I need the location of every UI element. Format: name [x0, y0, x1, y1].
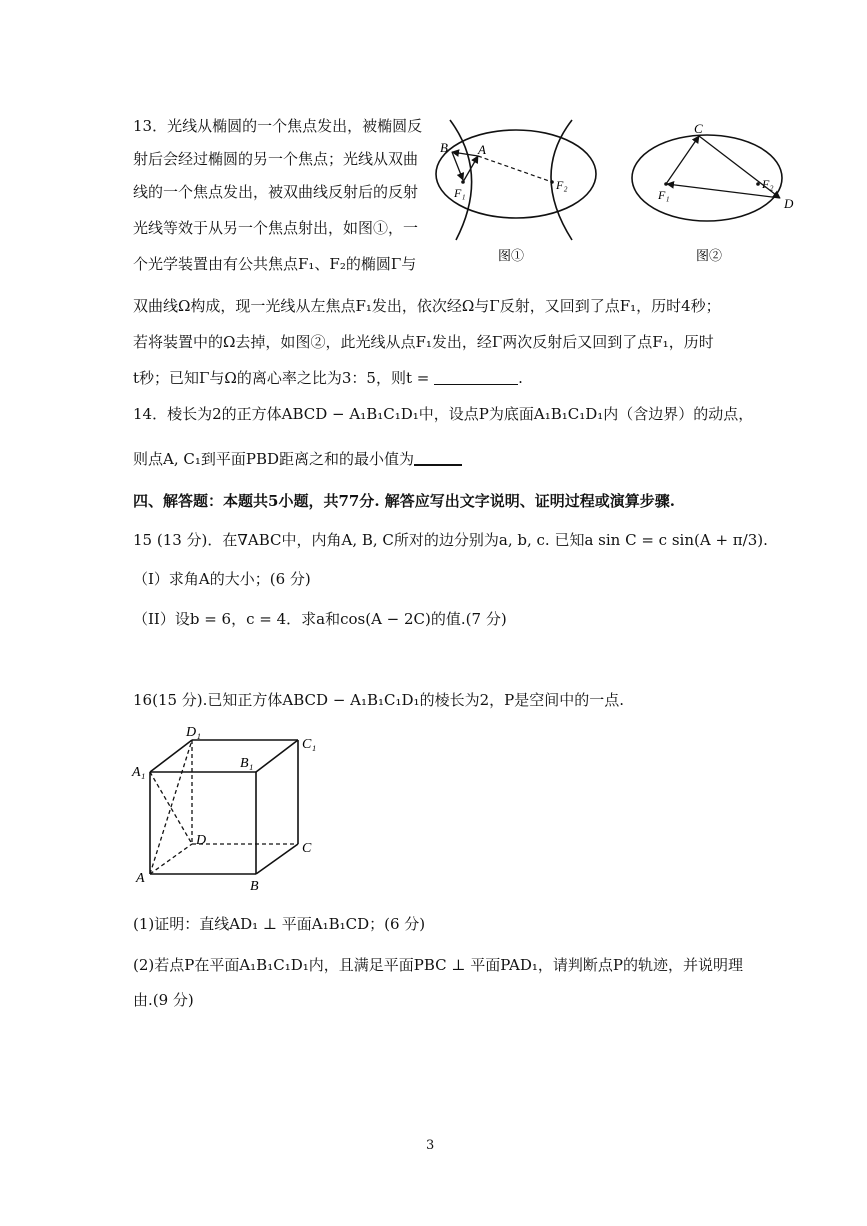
cube-figure — [130, 722, 330, 892]
answer-blank-14[interactable] — [414, 450, 462, 466]
focus-f2 — [550, 180, 554, 184]
fig1-caption: 图① — [498, 248, 525, 263]
cube-label-b1: B₁ — [240, 756, 254, 771]
page-number: 3 — [426, 1138, 435, 1153]
cube-label-d1: D₁ — [186, 725, 201, 740]
edge-b1-c1 — [256, 740, 298, 772]
fig2-label-f1: F₁ — [658, 188, 670, 202]
q14-line-2-text: 则点A, C₁到平面PBD距离之和的最小值为 — [133, 450, 415, 468]
q13-line-1: 13．光线从椭圆的一个焦点发出，被椭圆反 — [133, 117, 423, 135]
ellipse-gamma-2 — [632, 135, 782, 221]
fig2-label-c: C — [694, 121, 703, 136]
q16-part-2-line-2: 由.(9 分) — [133, 991, 194, 1009]
edge-b-c — [256, 844, 298, 874]
cube-label-a: A — [136, 871, 145, 886]
fig2-label-d: D — [784, 196, 794, 211]
focus-f1 — [461, 180, 465, 184]
q15-part-2: （II）设b = 6，c = 4．求a和cos(A − 2C)的值.(7 分) — [133, 610, 507, 628]
fig1-label-f2: F₂ — [556, 178, 568, 192]
figure-1 — [432, 118, 632, 268]
cube-label-b: B — [250, 879, 259, 894]
diagonal-a-d1 — [150, 740, 192, 874]
q13-line-8-text: t秒；已知Γ与Ω的离心率之比为3：5，则t = — [133, 369, 430, 387]
fig1-label-f1: F₁ — [454, 186, 466, 200]
cube-label-d: D — [196, 833, 207, 848]
dashed-a-f2 — [478, 156, 552, 182]
q13-line-2: 射后会经过椭圆的另一个焦点；光线从双曲 — [133, 150, 419, 168]
figure-2 — [630, 118, 830, 268]
cube-label-c1: C₁ — [302, 737, 317, 752]
cube-label-c: C — [302, 841, 312, 856]
q14-line-1: 14．棱长为2的正方体ABCD − A₁B₁C₁D₁中，设点P为底面A₁B₁C₁D₁内（含边界）的动点， — [133, 405, 754, 423]
q16-stem: 16(15 分).已知正方体ABCD − A₁B₁C₁D₁的棱长为2，P是空间中的一点. — [133, 691, 624, 709]
cube-label-a1: A₁ — [132, 765, 146, 780]
q13-line-7: 若将装置中的Ω去掉，如图②，此光线从点F₁发出，经Γ两次反射后又回到了点F₁，历时 — [133, 333, 714, 351]
q13-line-6: 双曲线Ω构成，现一光线从左焦点F₁发出，依次经Ω与Γ反射，又回到了点F₁，历时4秒； — [133, 297, 721, 315]
focus-f1-2 — [664, 182, 668, 186]
q16-part-1: (1)证明：直线AD₁ ⊥ 平面A₁B₁CD；(6 分) — [133, 915, 426, 933]
edge-a1-d1 — [150, 740, 192, 772]
q16-part-2-line-1: (2)若点P在平面A₁B₁C₁D₁内，且满足平面PBC ⊥ 平面PAD₁，请判断点P的轨迹，并说明理 — [133, 956, 743, 974]
q13-line-8 — [133, 368, 523, 388]
answer-blank-13[interactable] — [434, 370, 518, 385]
q14-line-2 — [133, 449, 462, 469]
fig2-label-f2: F₂ — [762, 177, 774, 191]
ray-f1-c — [666, 136, 699, 184]
diagonal-a1-d — [150, 772, 192, 844]
fig1-label-b: B — [440, 140, 448, 155]
ray-f1-a — [463, 156, 478, 182]
focus-f2-2 — [756, 182, 760, 186]
q15-stem: 15 (13 分)．在∇ABC中，内角A, B, C所对的边分别为a, b, c. 已知a sin C = c sin(A + π/3). — [133, 531, 768, 549]
hidden-edge-a-d — [150, 844, 192, 874]
q13-line-3: 线的一个焦点发出，被双曲线反射后的反射 — [133, 183, 419, 201]
q13-line-5: 个光学装置由有公共焦点F₁、F₂的椭圆Γ与 — [133, 255, 417, 273]
fig2-caption: 图② — [696, 248, 723, 263]
ray-a-b — [452, 152, 478, 156]
q13-line-4: 光线等效于从另一个焦点射出，如图①，一 — [133, 219, 419, 237]
q15-part-1: （I）求角A的大小；(6 分) — [133, 570, 311, 588]
q13-end: . — [518, 369, 523, 387]
ray-b-f1 — [452, 152, 463, 180]
fig1-label-a: A — [478, 142, 486, 157]
section-4-heading: 四、解答题：本题共5小题，共77分. 解答应写出文字说明、证明过程或演算步骤. — [133, 492, 675, 510]
